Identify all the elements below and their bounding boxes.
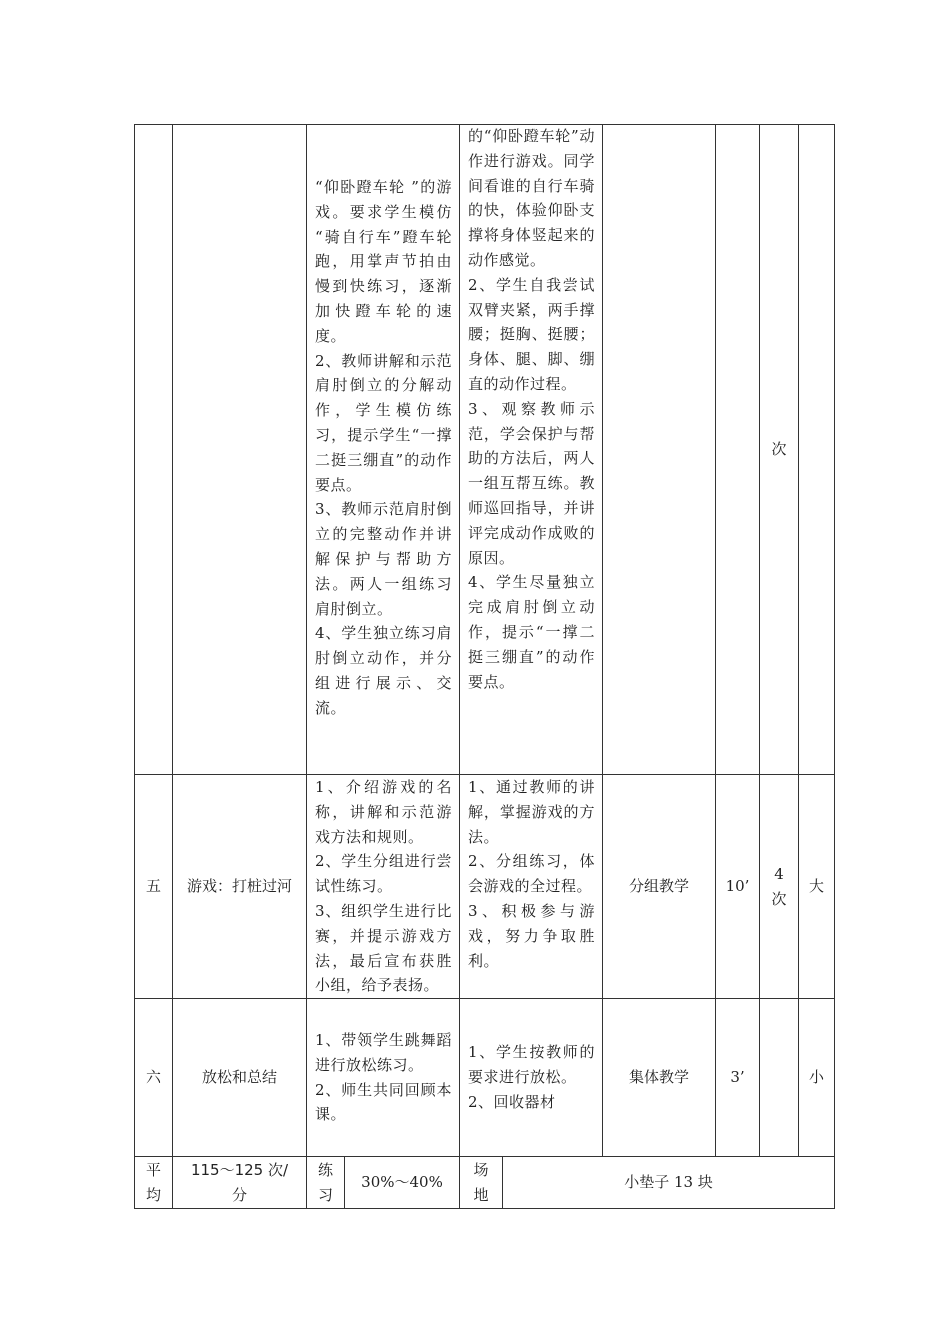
- teacher-activity-cell: [307, 775, 460, 999]
- time-cell: 10’: [716, 775, 760, 999]
- average-label-cell: [135, 1157, 173, 1209]
- intensity-cell: 小: [799, 999, 835, 1157]
- teacher-activity-text: “仰卧蹬车轮 ”的游戏。要求学生模仿 “骑自行车”蹬车轮跑，用掌声节拍由慢到快练习，逐渐加快蹬车轮的速度。 2、教师讲解和示范肩肘倒立的分解动作，学生模仿练习，提示学生“一撑二挺三绷直”的动作要点。 3、教师示范肩肘倒立的完整动作并讲解保护与帮助方法。两人一组练习肩肘倒立。 4、学生独立练习肩肘倒立动作，并分组进行展示、交流。: [315, 178, 452, 717]
- teacher-activity-text: 1、带领学生跳舞蹈进行放松练习。 2、师生共同回顾本课。: [315, 1031, 452, 1124]
- intensity-cell: [799, 125, 835, 775]
- content-cell: 游戏：打桩过河: [173, 775, 307, 999]
- lesson-plan-table: [134, 124, 835, 1209]
- heart-rate-line2: 分: [231, 1185, 247, 1204]
- count-cell: 次: [760, 125, 799, 775]
- student-activity-cell: [460, 999, 603, 1157]
- average-label-line1: 平: [145, 1160, 161, 1179]
- method-cell: 分组教学: [603, 775, 716, 999]
- method-cell: [603, 125, 716, 775]
- section-number-cell: [135, 125, 173, 775]
- practice-label-line2: 习: [317, 1185, 333, 1204]
- count-number: 4: [774, 864, 784, 883]
- student-activity-cell: [460, 125, 603, 775]
- student-activity-text: 的“仰卧蹬车轮”动作进行游戏。同学间看谁的自行车骑的快，体验仰卧支撑将身体竖起来的动作感觉。 2、学生自我尝试双臂夹紧，两手撑腰；挺胸、挺腰；身体、腿、脚、绷直的动作过程。 3、观察教师示范，学会保护与帮助的方法后，两人一组互帮互练。教师巡回指导，并讲评完成动作成败的原因。 4、学生尽量独立完成肩肘倒立动作，提示“一撑二挺三绷直”的动作要点。: [468, 127, 595, 691]
- teacher-activity-cell: [307, 125, 460, 775]
- student-activity-text: 1、通过教师的讲解，掌握游戏的方法。 2、分组练习，体会游戏的全过程。 3、积极参与游戏，努力争取胜利。: [468, 778, 595, 970]
- venue-label-line1: 场: [473, 1160, 489, 1179]
- heart-rate-cell: [173, 1157, 307, 1209]
- method-cell: 集体教学: [603, 999, 716, 1157]
- count-cell: [760, 999, 799, 1157]
- venue-label-line2: 地: [473, 1185, 489, 1204]
- teacher-activity-cell: [307, 999, 460, 1157]
- venue-equipment-cell: 小垫子 13 块: [503, 1157, 835, 1209]
- time-cell: 3’: [716, 999, 760, 1157]
- intensity-cell: 大: [799, 775, 835, 999]
- time-cell: [716, 125, 760, 775]
- content-cell: [173, 125, 307, 775]
- count-cell: [760, 775, 799, 999]
- table-footer-row: [135, 1157, 835, 1209]
- table-row-five: [135, 775, 835, 999]
- content-cell: 放松和总结: [173, 999, 307, 1157]
- practice-label-line1: 练: [317, 1160, 333, 1179]
- table-row-continued: [135, 125, 835, 775]
- heart-rate-line1: 115～125 次/: [190, 1160, 289, 1179]
- venue-label-cell: [460, 1157, 503, 1209]
- practice-label-cell: [307, 1157, 345, 1209]
- table-row-six: [135, 999, 835, 1157]
- student-activity-text: 1、学生按教师的要求进行放松。 2、回收器材: [468, 1043, 595, 1112]
- practice-density-cell: 30%～40%: [345, 1157, 460, 1209]
- section-number-cell: 五: [135, 775, 173, 999]
- teacher-activity-text: 1、介绍游戏的名称，讲解和示范游戏方法和规则。 2、学生分组进行尝试性练习。 3、组织学生进行比赛，并提示游戏方法，最后宣布获胜小组，给予表扬。: [315, 778, 452, 995]
- section-number-cell: 六: [135, 999, 173, 1157]
- count-unit: 次: [771, 889, 787, 908]
- student-activity-cell: [460, 775, 603, 999]
- average-label-line2: 均: [145, 1185, 161, 1204]
